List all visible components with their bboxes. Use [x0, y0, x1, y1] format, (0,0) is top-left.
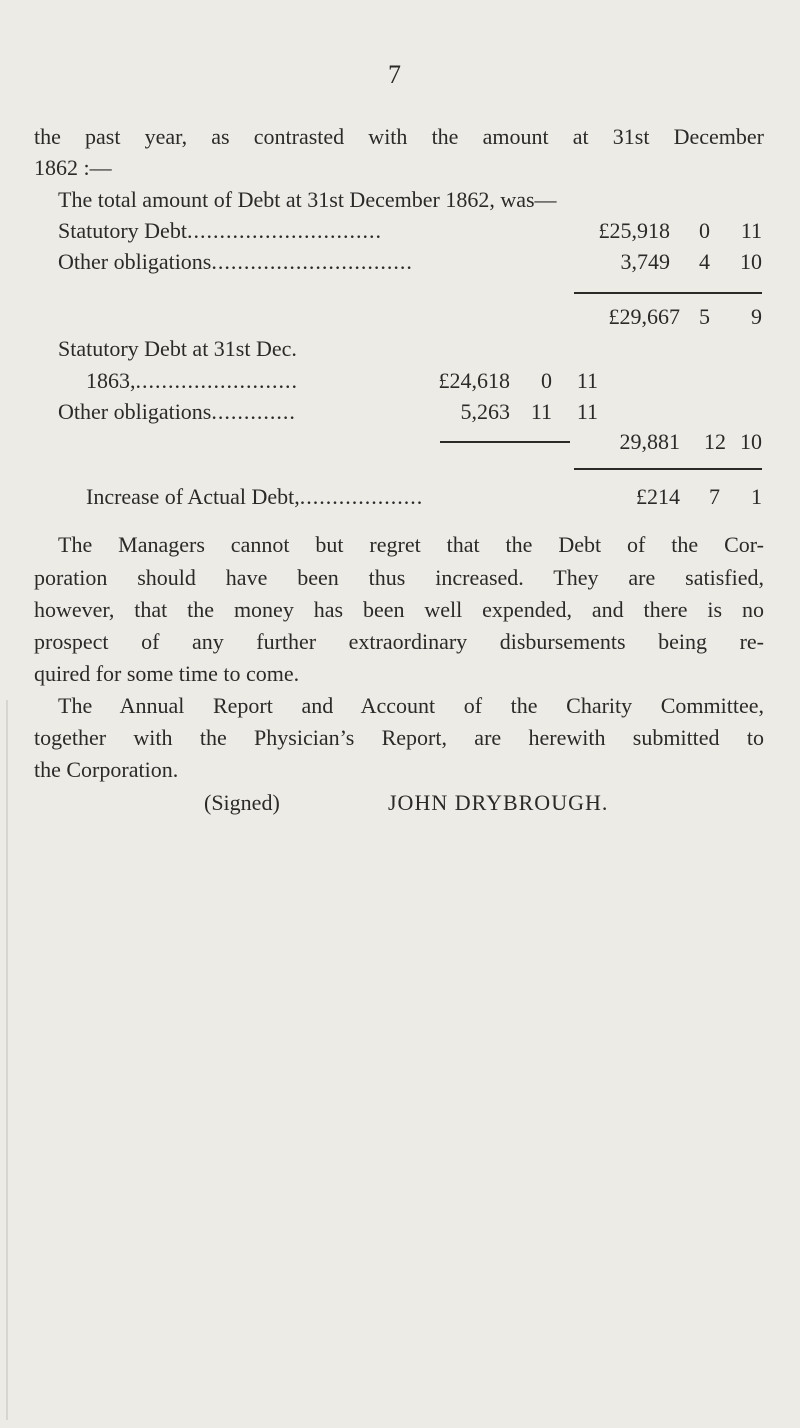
amount-pounds: £24,618: [438, 368, 510, 393]
amount-pence: 10: [740, 249, 762, 274]
total-debt-intro: The total amount of Debt at 31st December 1862, was—: [58, 187, 557, 212]
total-1863-pounds: 29,881: [619, 429, 680, 454]
amount-shillings: 11: [530, 399, 552, 424]
amount-pence: 11: [740, 218, 762, 243]
paragraph-line: The Managers cannot but regret that the Debt of the Cor-: [58, 532, 764, 557]
amount-pounds: 3,749: [620, 249, 670, 274]
row-1862-statutory-label: Statutory Debt..............................: [58, 218, 382, 243]
total-1862-shillings: 5: [699, 304, 710, 329]
amount-pounds: 5,263: [460, 399, 510, 424]
increase-pence: 1: [751, 484, 762, 509]
amount-pence: 11: [576, 399, 598, 424]
amount-pence: 11: [576, 368, 598, 393]
increase-label: Increase of Actual Debt,...................: [86, 484, 424, 509]
row-1863-other-label: Other obligations.............: [58, 399, 296, 424]
total-1862-pence: 9: [751, 304, 762, 329]
paragraph-line: The Annual Report and Account of the Charity Committee,: [58, 693, 764, 718]
statutory-1863-heading: Statutory Debt at 31st Dec.: [58, 336, 297, 361]
signatory-name: JOHN DRYBROUGH.: [388, 790, 609, 815]
paragraph-line: together with the Physician’s Report, are herewith submitted to: [34, 725, 764, 750]
amount-pounds: £25,918: [598, 218, 670, 243]
paragraph-line: however, that the money has been well expended, and there is no: [34, 597, 764, 622]
page-edge-shadow: [6, 700, 8, 1420]
paragraph-line: prospect of any further extraordinary disbursements being re-: [34, 629, 764, 654]
paragraph-line: the Corporation.: [34, 757, 179, 782]
page-number: 7: [388, 60, 401, 89]
paragraph-line: poration should have been thus increased. They are satisfied,: [34, 565, 764, 590]
sum-rule: [574, 468, 762, 470]
intro-line-2: 1862 :—: [34, 155, 112, 180]
total-1863-pence: 10: [740, 429, 762, 454]
signed-label: (Signed): [204, 790, 280, 815]
amount-shillings: 4: [699, 249, 710, 274]
paragraph-line: quired for some time to come.: [34, 661, 300, 686]
row-1862-other-label: Other obligations...............................: [58, 249, 413, 274]
sum-rule: [440, 441, 570, 443]
total-1862-pounds: £29,667: [608, 304, 680, 329]
increase-shillings: 7: [709, 484, 720, 509]
sum-rule: [574, 292, 762, 294]
intro-line-1: the past year, as contrasted with the amount at 31st December: [34, 124, 764, 149]
amount-shillings: 0: [699, 218, 710, 243]
increase-pounds: £214: [636, 484, 680, 509]
amount-shillings: 0: [541, 368, 552, 393]
total-1863-shillings: 12: [704, 429, 726, 454]
row-1863-statutory-label: 1863,.........................: [86, 368, 298, 393]
